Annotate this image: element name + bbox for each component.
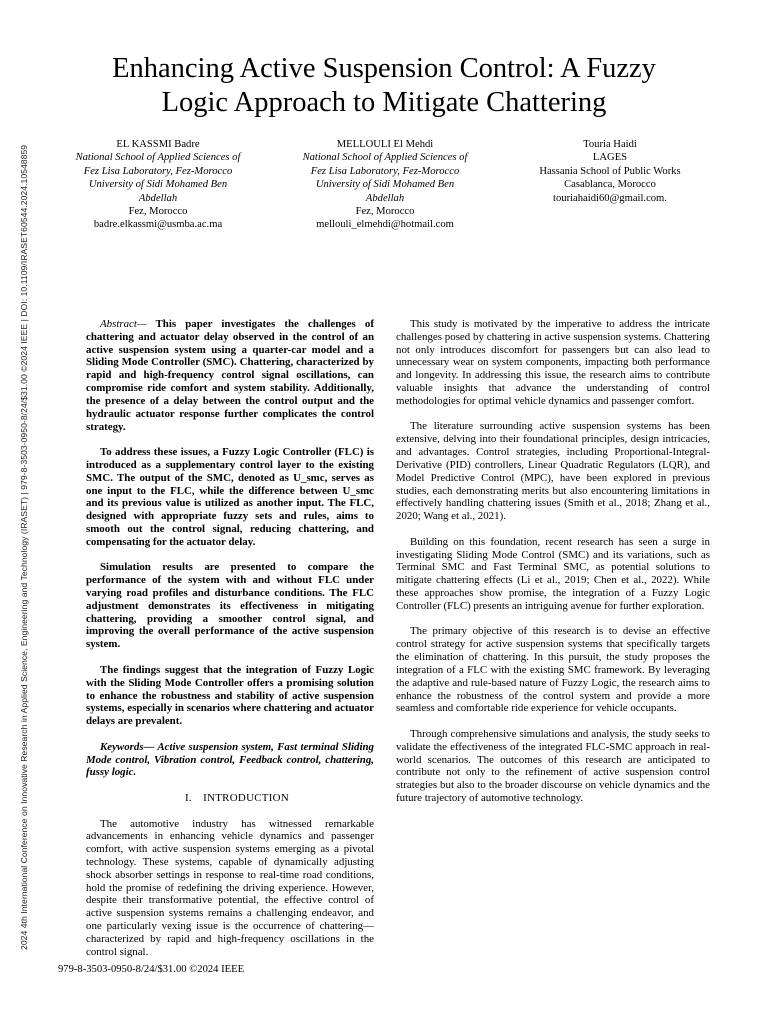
author-name: MELLOULI El Mehdi (336, 139, 434, 150)
abstract-label: Abstract— (100, 318, 147, 330)
title-line-2: Logic Approach to Mitigate Chattering (161, 87, 607, 119)
paper-title (60, 52, 708, 120)
abstract-paragraph: Simulation results are presented to compare the performance of the system with and without FLC under varying road profiles and disturbance conditions. The FLC adjustment demonstrates its effectiveness in mitigating chattering, providing a smoother control signal, and improving the overall performance of the active suspension system. (86, 561, 374, 651)
conference-doi-banner: 2024 4th International Conference on Innovative Research in Applied Science, Engineering and Technology (IRASET) | 979-8-3503-0950-8/24/$31.00 ©2024 IEEE | DOI: 10.1109/IRASET60544.2024.10548859 (19, 144, 29, 950)
left-column (86, 318, 374, 971)
section-number: I. (184, 791, 192, 804)
body-paragraph: Building on this foundation, recent research has seen a surge in investigating Sliding Mode Control (SMC) and its variations, such as Terminal SMC and Fast Terminal SMC, as potential solutions to mitigate chattering effects (Li et al., 2019; Chen et al., 2022). While these approaches show promise, the integration of a Fuzzy Logic Controller (FLC) presents an intriguing avenue for further exploration. (396, 535, 710, 612)
author-affiliation: University of Sidi Mohamed Ben (315, 179, 455, 191)
body-paragraph: The automotive industry has witnessed remarkable advancements in enhancing vehicle dynamics and passenger comfort, with active suspension systems emerging as a pivotal technology. These systems, capable of dynamically adjusting shock absorber settings in response to real-time road conditions, hold the promise of redefining the driving experience. However, despite their transformative potential, the effective control of active suspension systems remains a challenging endeavor, and one particularly vexing issue is the occurrence of chattering—characterized by rapid and high-frequency oscillations in the control signal. (86, 817, 374, 958)
author-email[interactable]: badre.elkassmi@usmba.ac.ma (93, 219, 223, 231)
author-affiliation: Fez Lisa Laboratory, Fez-Morocco (83, 165, 233, 177)
author-city: Fez, Morocco (128, 206, 188, 218)
author-affiliation: University of Sidi Mohamed Ben (88, 179, 228, 191)
abstract-paragraph (86, 318, 374, 433)
author-affiliation: Fez Lisa Laboratory, Fez-Morocco (310, 165, 460, 177)
right-column (396, 318, 710, 818)
author-affiliation: National School of Applied Sciences of (302, 152, 468, 164)
keywords-text: Active suspension system, Fast terminal Sliding Mode control, Vibration control, Feedback control, chattering, fussy logic. (86, 740, 374, 779)
author-institution: Hassania School of Public Works (539, 165, 681, 177)
author-2 (285, 138, 485, 232)
body-paragraph: Through comprehensive simulations and analysis, the study seeks to validate the effectiveness of the integrated FLC-SMC approach in real-world scenarios. The outcomes of this research are anticipated to contribute not only to the refinement of active suspension control strategies but also to the broader discourse on vehicle dynamics and the future trajectory of automotive technology. (396, 727, 710, 804)
section-title-initial: I (203, 791, 208, 804)
body-paragraph: The literature surrounding active suspension systems has been extensive, delving into their foundational principles, design intricacies, and advantages. Control strategies, including Proportional-Integral-Derivative (PID) controllers, Linear Quadratic Regulators (LQR), and Model Predictive Control (MPC), have been explored in previous studies, each demonstrating merits but also encountering limitations in effectively handling chattering issues (Smith et al., 2018; Zhang et al., 2020; Wang et al., 2021). (396, 420, 710, 523)
author-city: Fez, Morocco (355, 206, 415, 218)
section-heading-introduction (86, 792, 374, 805)
section-title-rest: NTRODUCTION (207, 791, 290, 804)
author-1 (58, 138, 258, 232)
author-lab: LAGES (592, 152, 628, 164)
author-affiliation: Abdellah (138, 192, 178, 204)
body-paragraph: The primary objective of this research is to devise an effective control strategy for active suspension systems that specifically targets the elimination of chattering. In this pursuit, the study proposes the integration of a FLC with the existing SMC framework. By leveraging the adaptive and rule-based nature of Fuzzy Logic, the research aims to enhance the robustness of the control system and provide a more seamless and comfortable ride experience for vehicle occupants. (396, 625, 710, 715)
author-name: EL KASSMI Badre (116, 139, 200, 150)
author-3 (510, 138, 710, 205)
copyright-footer: 979-8-3503-0950-8/24/$31.00 ©2024 IEEE (58, 964, 245, 975)
author-email[interactable]: touriahaidi60@gmail.com. (553, 192, 667, 204)
abstract-paragraph: The findings suggest that the integration of Fuzzy Logic with the Sliding Mode Controller offers a promising solution to enhance the robustness and stability of active suspension systems, especially in scenarios where chattering and actuator delays are prevalent. (86, 663, 374, 728)
abstract-paragraph: To address these issues, a Fuzzy Logic Controller (FLC) is introduced as a supplementary control layer to the existing SMC. The output of the SMC, denoted as U_smc, serves as one input to the FLC, while the difference between U_smc and its previous value is utilized as another input. The FLC, designed with appropriate fuzzy sets and rules, aims to smooth out the control signal, reducing chattering, and compensating for the actuator delay. (86, 446, 374, 548)
author-affiliation: Abdellah (365, 192, 405, 204)
keywords-label: Keywords— (100, 740, 155, 753)
author-affiliation: National School of Applied Sciences of (75, 152, 241, 164)
body-paragraph: This study is motivated by the imperative to address the intricate challenges posed by chattering in active suspension systems. Chattering not only introduces discomfort for passengers but can also lead to unnecessary wear on system components, impacting both performance and longevity. In addressing this issue, the research aims to contribute valuable insights that advance the understanding of control methodologies for optimal vehicle dynamics and passenger comfort. (396, 318, 710, 407)
title-line-1: Enhancing Active Suspension Control: A Fuzzy (112, 53, 656, 85)
author-email[interactable]: mellouli_elmehdi@hotmail.com (316, 219, 454, 231)
author-city: Casablanca, Morocco (564, 179, 656, 191)
author-name: Touria Haidi (583, 139, 637, 150)
abstract-text: This paper investigates the challenges of chattering and actuator delay observed in the control of an active suspension system using a quarter-car model and a Sliding Mode Controller (SMC). Chattering, characterized by rapid and high-frequency control signal oscillations, can compromise ride comfort and system stability. Additionally, the presence of a delay between the control output and the hydraulic actuator response further complicates the control strategy. (86, 318, 374, 433)
keywords (86, 741, 374, 779)
